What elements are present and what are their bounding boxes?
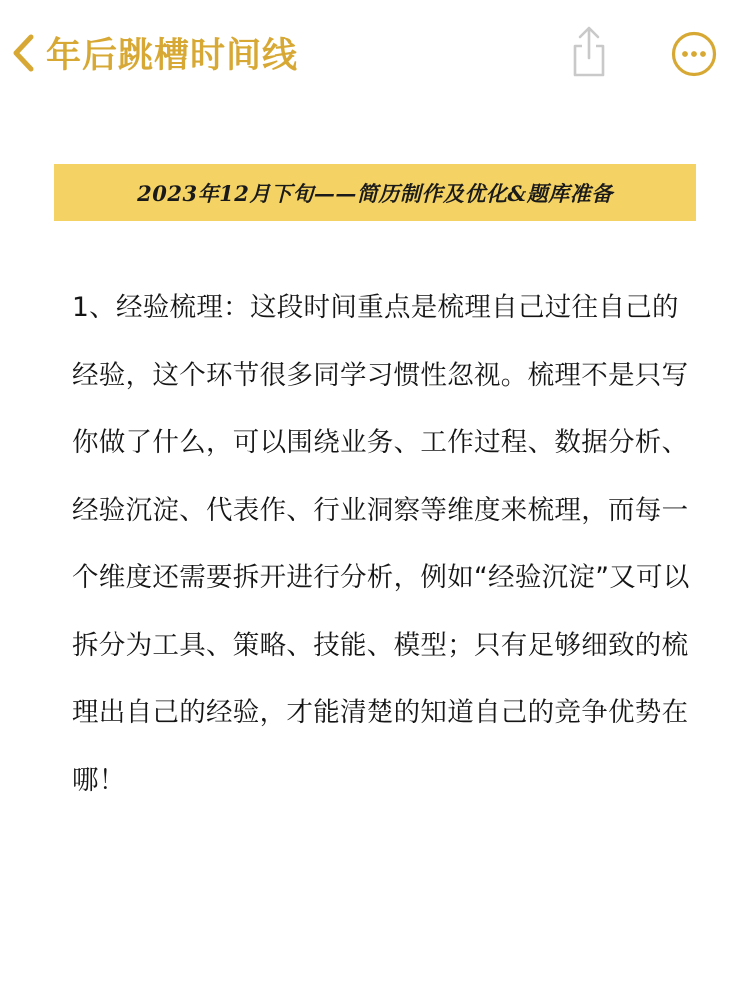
more-circle-icon <box>670 63 718 82</box>
more-button[interactable] <box>670 30 718 78</box>
page-title: 年后跳槽时间线 <box>46 36 299 76</box>
chevron-left-icon <box>10 33 36 73</box>
note-body-paragraph: 1、经验梳理：这段时间重点是梳理自己过往自己的经验，这个环节很多同学习惯性忽视。梳理不是只写你做了什么，可以围绕业务、工作过程、数据分析、经验沉淀、代表作、行业洞察等维度来梳理，而每一个维度还需要拆开进行分析，例如“经验沉淀”又可以拆分为工具、策略、技能、模型；只有足够细致的梳理出自己的经验，才能清楚的知道自己的竞争优势在哪！ <box>72 292 690 796</box>
section-heading-banner <box>54 164 696 221</box>
share-icon <box>566 65 612 84</box>
share-button[interactable] <box>566 24 612 80</box>
back-button[interactable] <box>10 22 298 84</box>
section-heading-text: 2023年12月下旬——简历制作及优化&题库准备 <box>137 180 613 206</box>
navigation-bar <box>0 0 750 110</box>
